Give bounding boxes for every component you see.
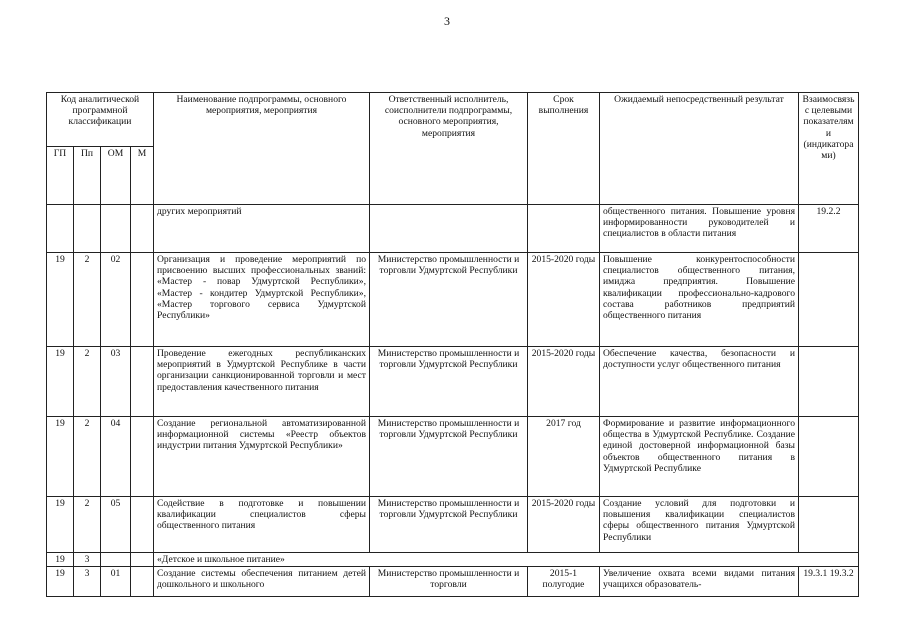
cell-om: [101, 553, 131, 567]
cell-term: [528, 205, 600, 253]
cell-om: 03: [101, 347, 131, 417]
cell-responsible: [370, 205, 528, 253]
header-name: Наименование подпрограммы, основного мероприятия, мероприятия: [154, 93, 370, 205]
header-om: ОМ: [101, 147, 131, 205]
table-row: [47, 205, 859, 253]
cell-gp: [47, 205, 74, 253]
cell-gp: 19: [47, 567, 74, 597]
cell-subprogram-title: «Детское и школьное питание»: [154, 553, 859, 567]
cell-om: [101, 205, 131, 253]
cell-result: Формирование и развитие информационного общества в Удмуртской Республике. Создание единой достоверной информационной базы объектов общественного питания в Удмуртской Республике: [600, 417, 799, 497]
header-responsible: Ответственный исполнитель, соисполнители подпрограммы, основного мероприятия, мероприятия: [370, 93, 528, 205]
cell-term: 2015-1 полугодие: [528, 567, 600, 597]
cell-link: [799, 253, 859, 347]
cell-m: [131, 347, 154, 417]
header-gp: ГП: [47, 147, 74, 205]
cell-m: [131, 417, 154, 497]
cell-name: Содействие в подготовке и повышении квалификации специалистов сферы общественного питания: [154, 497, 370, 553]
cell-pp: 2: [74, 417, 101, 497]
cell-gp: 19: [47, 417, 74, 497]
cell-term: 2015-2020 годы: [528, 347, 600, 417]
cell-pp: 3: [74, 567, 101, 597]
header-result: Ожидаемый непосредственный результат: [600, 93, 799, 205]
cell-pp: 3: [74, 553, 101, 567]
cell-om: 01: [101, 567, 131, 597]
cell-pp: 2: [74, 347, 101, 417]
cell-result: общественного питания. Повышение уровня информированности руководителей и специалистов в области питания: [600, 205, 799, 253]
cell-gp: 19: [47, 497, 74, 553]
cell-term: 2017 год: [528, 417, 600, 497]
cell-gp: 19: [47, 553, 74, 567]
cell-link: [799, 417, 859, 497]
header-pp: Пп: [74, 147, 101, 205]
cell-m: [131, 497, 154, 553]
cell-gp: 19: [47, 347, 74, 417]
cell-result: Увеличение охвата всеми видами питания учащихся образователь-: [600, 567, 799, 597]
table-row: [47, 417, 859, 497]
cell-gp: 19: [47, 253, 74, 347]
cell-link: 19.2.2: [799, 205, 859, 253]
cell-pp: 2: [74, 253, 101, 347]
cell-responsible: Министерство промышленности и торговли Удмуртской Республики: [370, 253, 528, 347]
cell-link: 19.3.1 19.3.2: [799, 567, 859, 597]
cell-name: других мероприятий: [154, 205, 370, 253]
cell-pp: 2: [74, 497, 101, 553]
cell-term: 2015-2020 годы: [528, 497, 600, 553]
cell-m: [131, 253, 154, 347]
cell-responsible: Министерство промышленности и торговли Удмуртской Республики: [370, 417, 528, 497]
table-row: [47, 253, 859, 347]
table-row: [47, 347, 859, 417]
cell-name: Проведение ежегодных республиканских мероприятий в Удмуртской Республике в части организации санкционированной торговли и мест предоставления качественного питания: [154, 347, 370, 417]
header-code-group: Код аналитической программной классификации: [47, 93, 154, 147]
header-term: Срок выполнения: [528, 93, 600, 205]
cell-om: 05: [101, 497, 131, 553]
cell-om: 04: [101, 417, 131, 497]
cell-link: [799, 497, 859, 553]
table-row: [47, 553, 859, 567]
cell-responsible: Министерство промышленности и торговли: [370, 567, 528, 597]
cell-pp: [74, 205, 101, 253]
cell-name: Создание региональной автоматизированной информационной системы «Реестр объектов индустрии питания Удмуртской Республики»: [154, 417, 370, 497]
cell-result: Обеспечение качества, безопасности и доступности услуг общественного питания: [600, 347, 799, 417]
header-m: М: [131, 147, 154, 205]
cell-result: Повышение конкурентоспособности специалистов общественного питания, имиджа предприятия. Повышение квалификации профессионально-кадрового состава работников предприятий общественного питания: [600, 253, 799, 347]
cell-m: [131, 553, 154, 567]
cell-m: [131, 205, 154, 253]
program-table: [46, 92, 859, 597]
cell-m: [131, 567, 154, 597]
table-row: [47, 497, 859, 553]
cell-name: Организация и проведение мероприятий по присвоению высших профессиональных званий: «Мастер - повар Удмуртской Республики», «Мастер - кондитер Удмуртской Республики», «Мастер торгового сервиса Удмуртской Республики»: [154, 253, 370, 347]
cell-link: [799, 347, 859, 417]
cell-term: 2015-2020 годы: [528, 253, 600, 347]
header-row-1: [47, 93, 859, 147]
cell-responsible: Министерство промышленности и торговли Удмуртской Республики: [370, 347, 528, 417]
table-row: [47, 567, 859, 597]
cell-responsible: Министерство промышленности и торговли Удмуртской Республики: [370, 497, 528, 553]
page-number: 3: [444, 14, 450, 28]
cell-om: 02: [101, 253, 131, 347]
cell-result: Создание условий для подготовки и повышения квалификации специалистов сферы общественного питания Удмуртской Республики: [600, 497, 799, 553]
cell-name: Создание системы обеспечения питанием детей дошкольного и школьного: [154, 567, 370, 597]
header-link: Взаимосвязь с целевыми показателями (индикаторами): [799, 93, 859, 205]
